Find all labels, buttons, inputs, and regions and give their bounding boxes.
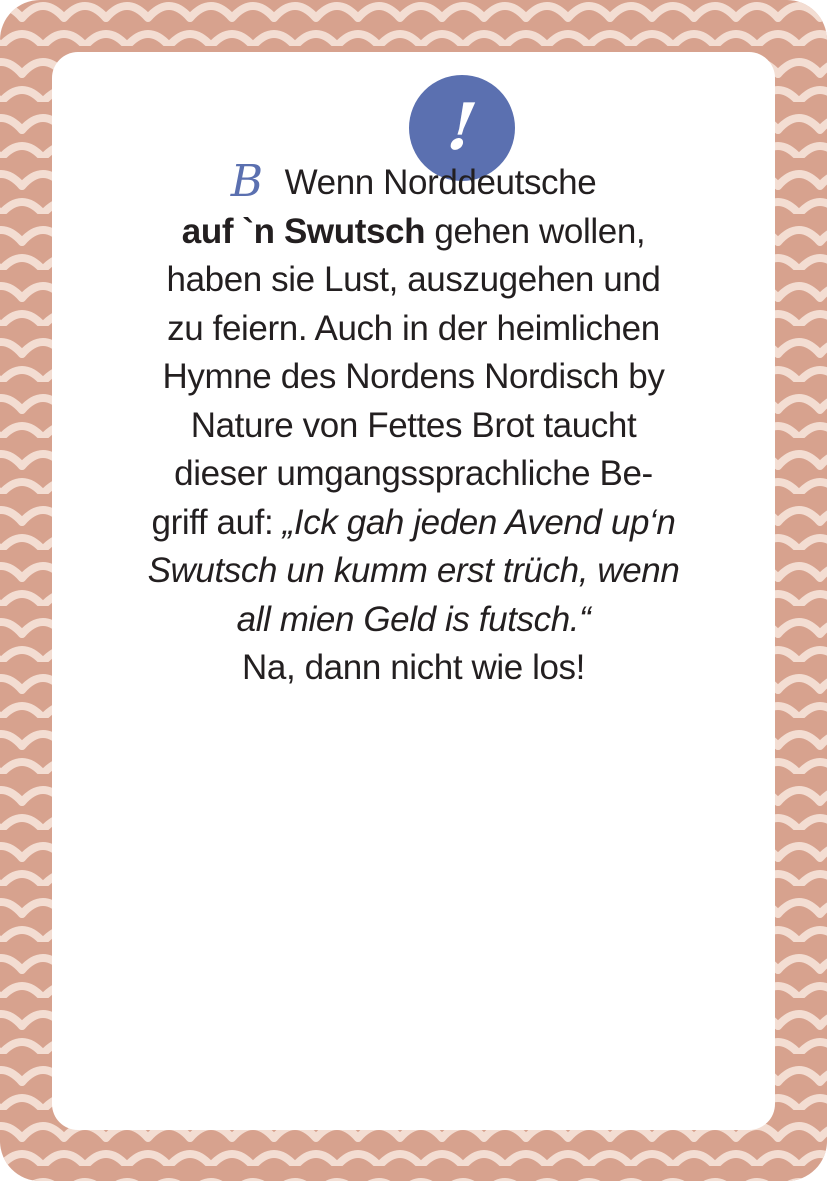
- card-text: [80, 158, 747, 693]
- exclamation-icon: !: [444, 90, 481, 165]
- text-fragment: gehen wollen,: [434, 211, 646, 251]
- text-line: [80, 499, 747, 548]
- text-line: [80, 158, 747, 208]
- text-line: zu feiern. Auch in der heimlichen: [167, 308, 660, 348]
- b-logo-icon: B: [230, 156, 263, 207]
- intro-text: Wenn Norddeutsche: [284, 163, 597, 202]
- text-fragment: griff auf:: [151, 502, 274, 542]
- song-quote: Swutsch un kumm erst trüch, wenn: [147, 551, 680, 590]
- text-line: Nature von Fettes Brot taucht: [190, 405, 637, 445]
- song-quote: all mien Geld is futsch.“: [236, 599, 591, 639]
- text-line: haben sie Lust, auszugehen und: [166, 260, 661, 299]
- highlighted-term: auf `n Swutsch: [181, 211, 426, 251]
- text-line: Hymne des Nordens Nordisch by: [162, 357, 665, 396]
- text-line: dieser umgangssprachliche Be-: [174, 454, 653, 493]
- text-line: [80, 208, 747, 257]
- song-quote: „Ick gah jeden Avend up‘n: [282, 502, 676, 542]
- closing-line: Na, dann nicht wie los!: [242, 648, 585, 687]
